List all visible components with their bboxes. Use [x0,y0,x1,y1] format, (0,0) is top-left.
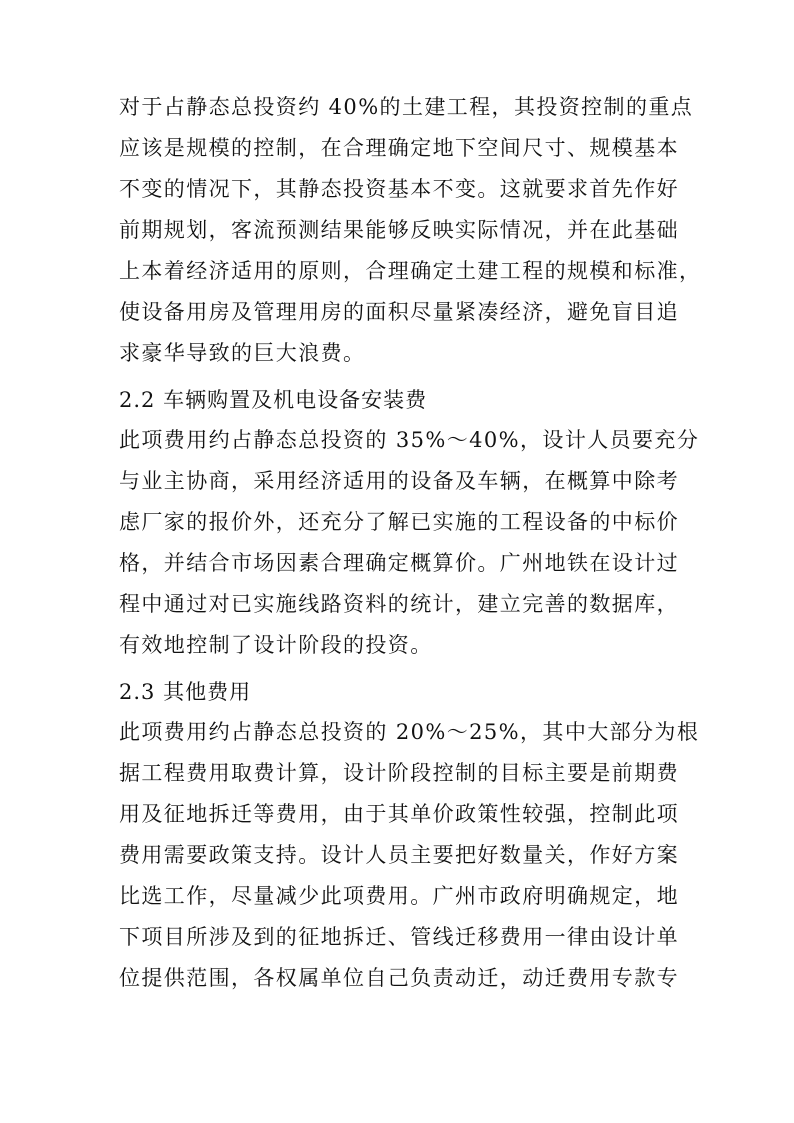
paragraph-line: 应该是规模的控制，在合理确定地下空间尺寸、规模基本 [119,136,679,160]
paragraph-line: 格，并结合市场因素合理确定概算价。广州地铁在设计过 [119,551,679,575]
paragraph-line: 不变的情况下，其静态投资基本不变。这就要求首先作好 [119,177,679,201]
paragraph-line: 费用需要政策支持。设计人员主要把好数量关，作好方案 [119,843,679,867]
paragraph-line: 与业主协商，采用经济适用的设备及车辆，在概算中除考 [119,469,679,493]
paragraph-line: 前期规划，客流预测结果能够反映实际情况，并在此基础 [119,218,679,242]
paragraph-line: 有效地控制了设计阶段的投资。 [119,633,433,657]
paragraph-line: 据工程费用取费计算，设计阶段控制的目标主要是前期费 [119,761,679,785]
paragraph-line: 此项费用约占静态总投资的 20%～25%，其中大部分为根 [119,720,700,744]
paragraph-line: 虑厂家的报价外，还充分了解已实施的工程设备的中标价 [119,510,679,534]
section-heading-2-3: 2.3 其他费用 [119,680,252,704]
section-heading-2-2: 2.2 车辆购置及机电设备安装费 [119,388,428,412]
paragraph-line: 对于占静态总投资约 40%的土建工程，其投资控制的重点 [119,95,694,119]
paragraph-line: 位提供范围，各权属单位自己负责动迁，动迁费用专款专 [119,966,679,990]
paragraph-line: 用及征地拆迁等费用，由于其单价政策性较强，控制此项 [119,802,679,826]
paragraph-line: 比选工作，尽量减少此项费用。广州市政府明确规定，地 [119,884,679,908]
paragraph-line: 程中通过对已实施线路资料的统计，建立完善的数据库， [119,592,679,616]
paragraph-line: 下项目所涉及到的征地拆迁、管线迁移费用一律由设计单 [119,925,679,949]
paragraph-line: 求豪华导致的巨大浪费。 [119,341,366,365]
paragraph-line: 此项费用约占静态总投资的 35%～40%，设计人员要充分 [119,428,700,452]
paragraph-line: 上本着经济适用的原则，合理确定土建工程的规模和标准， [119,259,702,283]
paragraph-line: 使设备用房及管理用房的面积尽量紧凑经济，避免盲目追 [119,300,679,324]
